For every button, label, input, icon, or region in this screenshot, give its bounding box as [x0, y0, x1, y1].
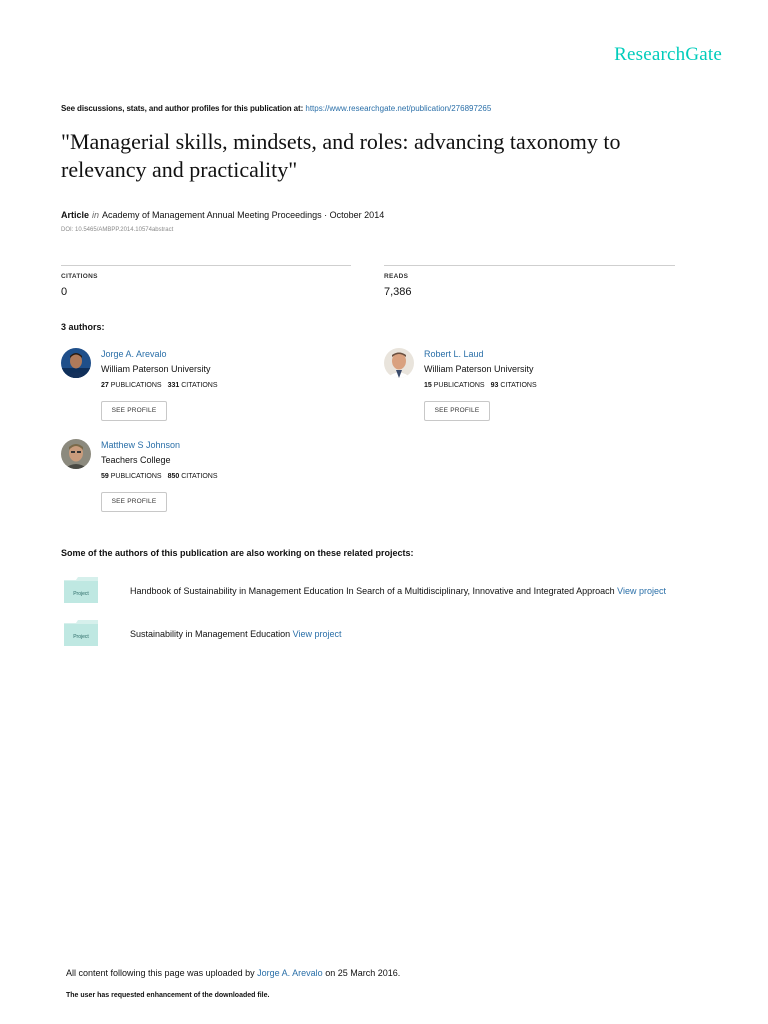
author-affiliation-matthew-johnson: Teachers College — [101, 455, 171, 465]
author-affiliation-jorge-arevalo: William Paterson University — [101, 364, 211, 374]
author-stats-jorge-arevalo — [101, 382, 218, 389]
related-project-title: Sustainability in Management Education — [130, 629, 291, 639]
view-project-link[interactable]: View project — [617, 586, 667, 596]
reads-value: 7,386 — [384, 286, 412, 298]
article-doi: DOI: 10.5465/AMBPP.2014.10574abstract — [61, 227, 174, 233]
author-affiliation-robert-laud: William Paterson University — [424, 364, 534, 374]
upload-date: on 25 March 2016. — [325, 968, 401, 978]
see-profile-button-matthew-johnson[interactable]: SEE PROFILE — [101, 492, 167, 512]
citations-value: 0 — [61, 286, 68, 298]
publication-url-link[interactable]: https://www.researchgate.net/publication/276897265 — [305, 104, 492, 113]
citations-label: CITATIONS — [500, 382, 537, 389]
article-in-word: in — [92, 210, 100, 220]
publications-count: 15 — [424, 382, 432, 389]
avatar-robert-laud[interactable] — [384, 348, 414, 378]
project-icon-label: Project — [73, 591, 89, 597]
article-title-line-1: "Managerial skills, mindsets, and roles: advancing taxonomy to — [61, 129, 621, 154]
reads-label: READS — [384, 273, 409, 280]
project-folder-icon[interactable] — [64, 620, 98, 646]
project-icon-label: Project — [73, 634, 89, 640]
publications-label: PUBLICATIONS — [110, 382, 162, 389]
publications-label: PUBLICATIONS — [433, 382, 485, 389]
citations-label: CITATIONS — [61, 273, 98, 280]
article-type: Article — [61, 210, 90, 220]
citations-label: CITATIONS — [181, 382, 218, 389]
related-project-2 — [130, 629, 341, 639]
related-projects-heading: Some of the authors of this publication are also working on these related projects: — [61, 548, 414, 558]
upload-note — [66, 968, 400, 978]
citations-count: 331 — [167, 382, 180, 389]
citations-label: CITATIONS — [181, 473, 218, 480]
uploader-link[interactable]: Jorge A. Arevalo — [257, 968, 323, 978]
article-title-line-2: relevancy and practicality" — [61, 157, 298, 182]
project-folder-icon[interactable] — [64, 577, 98, 603]
publications-count: 59 — [101, 473, 109, 480]
author-stats-robert-laud — [424, 382, 537, 389]
publications-label: PUBLICATIONS — [110, 473, 162, 480]
publications-count: 27 — [101, 382, 109, 389]
article-venue: Academy of Management Annual Meeting Proceedings · October 2014 — [102, 210, 385, 220]
avatar-matthew-johnson[interactable] — [61, 439, 91, 469]
article-meta-line — [61, 210, 384, 220]
related-project-1 — [130, 586, 666, 596]
see-profile-button-robert-laud[interactable]: SEE PROFILE — [424, 401, 490, 421]
see-discussions-label: See discussions, stats, and author profiles for this publication at: — [61, 104, 304, 113]
researchgate-logo[interactable]: ResearchGate — [614, 44, 722, 65]
authors-heading: 3 authors: — [61, 322, 105, 332]
upload-prefix: All content following this page was uploaded by — [66, 968, 255, 978]
author-name-jorge-arevalo[interactable]: Jorge A. Arevalo — [101, 349, 167, 359]
author-name-robert-laud[interactable]: Robert L. Laud — [424, 349, 484, 359]
see-discussions-line — [61, 104, 491, 113]
see-profile-button-jorge-arevalo[interactable]: SEE PROFILE — [101, 401, 167, 421]
enhancement-note: The user has requested enhancement of the downloaded file. — [66, 992, 270, 999]
reads-divider — [384, 265, 675, 266]
citations-divider — [61, 265, 351, 266]
author-stats-matthew-johnson — [101, 473, 218, 480]
related-project-title: Handbook of Sustainability in Management Education In Search of a Multidisciplinary, Innovative and Integrated Approach — [130, 586, 615, 596]
view-project-link[interactable]: View project — [292, 629, 342, 639]
citations-count: 850 — [167, 473, 180, 480]
citations-count: 93 — [490, 382, 499, 389]
article-title — [61, 128, 721, 184]
author-name-matthew-johnson[interactable]: Matthew S Johnson — [101, 440, 181, 450]
avatar-jorge-arevalo[interactable] — [61, 348, 91, 378]
